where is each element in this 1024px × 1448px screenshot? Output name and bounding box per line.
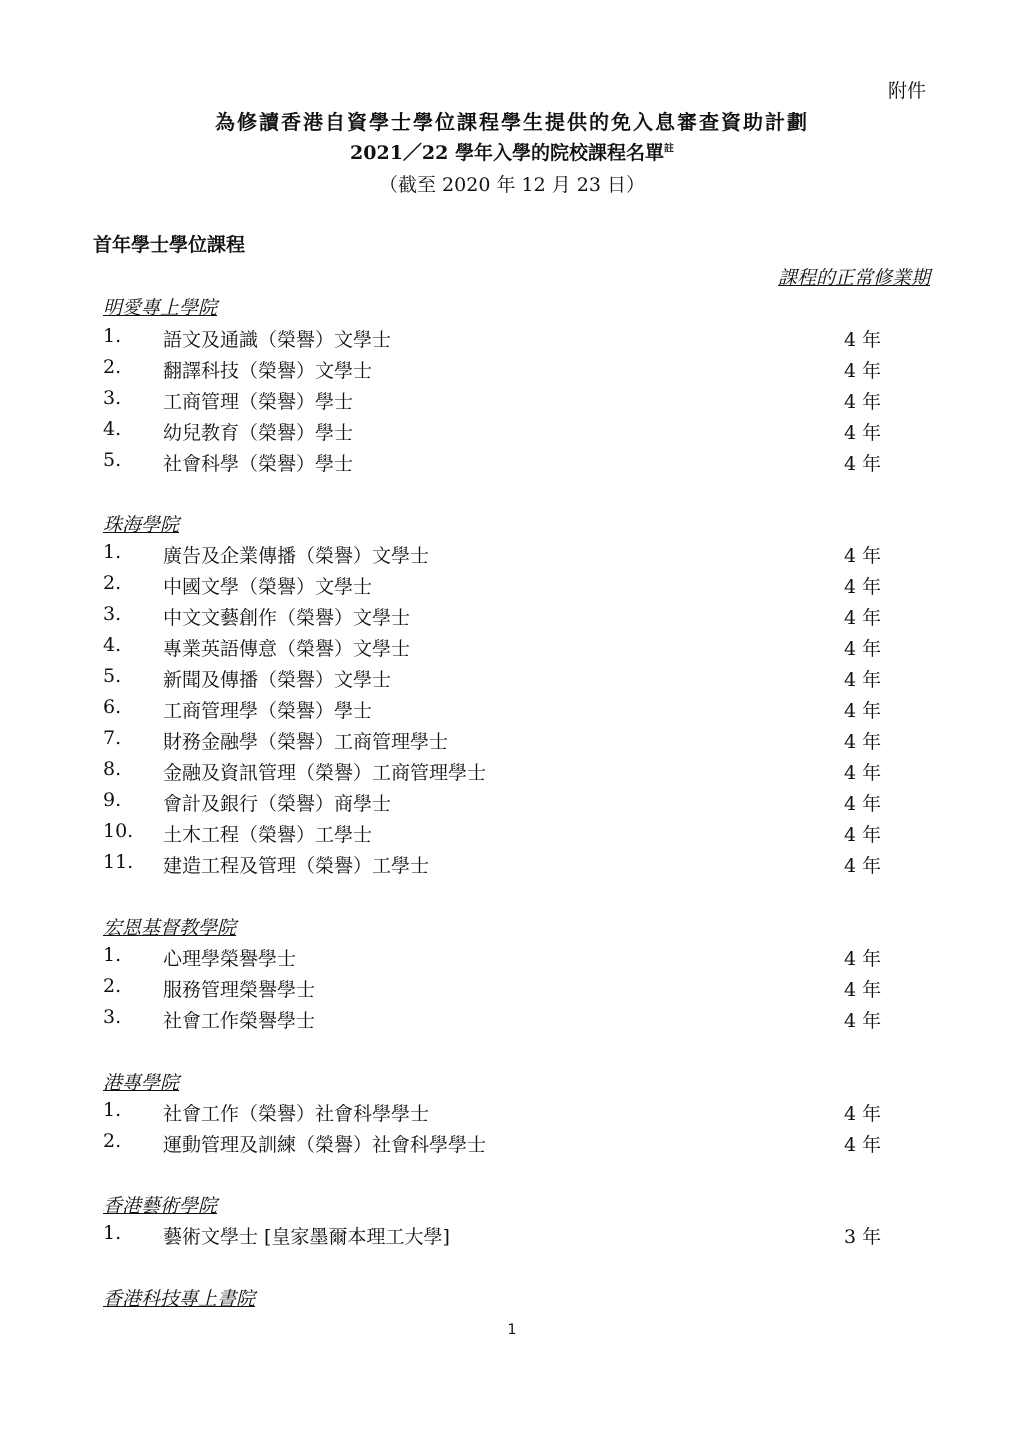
programme-duration: 4 年 [844, 700, 882, 722]
programme-number: 1. [103, 1222, 122, 1244]
programme-row [103, 541, 903, 569]
institution-heading: 港專學院 [103, 1072, 180, 1094]
institution-heading: 香港科技專上書院 [103, 1288, 256, 1310]
programme-number: 2. [103, 572, 122, 594]
programme-row [103, 449, 903, 477]
programme-name: 翻譯科技（榮譽）文學士 [163, 360, 373, 382]
programme-duration: 4 年 [844, 855, 882, 877]
programme-number: 8. [103, 758, 122, 780]
institution-heading: 明愛專上學院 [103, 297, 218, 319]
institution-heading: 香港藝術學院 [103, 1195, 218, 1217]
programme-row [103, 1099, 903, 1127]
programme-name: 運動管理及訓練（榮譽）社會科學學士 [163, 1134, 487, 1156]
institution-heading: 宏恩基督教學院 [103, 917, 237, 939]
programme-number: 1. [103, 944, 122, 966]
programme-name: 服務管理榮譽學士 [163, 979, 316, 1001]
programme-number: 5. [103, 665, 122, 687]
programme-duration: 4 年 [844, 731, 882, 753]
document-title: 為修讀香港自資學士學位課程學生提供的免入息審查資助計劃 [215, 110, 809, 134]
programme-row [103, 572, 903, 600]
programme-duration: 4 年 [844, 1103, 882, 1125]
programme-name: 會計及銀行（榮譽）商學士 [163, 793, 392, 815]
programme-row [103, 356, 903, 384]
annex-label: 附件 [888, 80, 927, 102]
programme-duration: 4 年 [844, 979, 882, 1001]
programme-number: 1. [103, 325, 122, 347]
programme-name: 工商管理學（榮譽）學士 [163, 700, 373, 722]
programme-number: 2. [103, 356, 122, 378]
programme-row [103, 665, 903, 693]
programme-number: 5. [103, 449, 122, 471]
programme-row [103, 944, 903, 972]
programme-name: 社會工作榮譽學士 [163, 1010, 316, 1032]
programme-row [103, 387, 903, 415]
programme-duration: 4 年 [844, 545, 882, 567]
programme-row [103, 603, 903, 631]
programme-name: 社會工作（榮譽）社會科學學士 [163, 1103, 430, 1125]
programme-number: 3. [103, 1006, 122, 1028]
as-of-date: （截至 2020 年 12 月 23 日） [379, 174, 645, 196]
programme-duration: 4 年 [844, 422, 882, 444]
programme-row [103, 727, 903, 755]
programme-name: 廣告及企業傳播（榮譽）文學士 [163, 545, 430, 567]
programme-duration: 4 年 [844, 638, 882, 660]
programme-duration: 4 年 [844, 391, 882, 413]
programme-name: 語文及通識（榮譽）文學士 [163, 329, 392, 351]
programme-name: 中文文藝創作（榮譽）文學士 [163, 607, 411, 629]
programme-number: 11. [103, 851, 134, 873]
programme-duration: 4 年 [844, 948, 882, 970]
programme-duration: 4 年 [844, 793, 882, 815]
programme-duration: 4 年 [844, 607, 882, 629]
programme-name: 建造工程及管理（榮譽）工學士 [163, 855, 430, 877]
document-subtitle [0, 138, 1024, 165]
programme-number: 3. [103, 387, 122, 409]
programme-number: 10. [103, 820, 134, 842]
programme-name: 社會科學（榮譽）學士 [163, 453, 354, 475]
programme-number: 4. [103, 634, 122, 656]
programme-row [103, 851, 903, 879]
programme-name: 藝術文學士 [皇家墨爾本理工大學] [163, 1226, 450, 1248]
programme-duration: 4 年 [844, 453, 882, 475]
subtitle-text: 2021／22 學年入學的院校課程名單 [350, 142, 664, 164]
programme-duration: 3 年 [844, 1226, 882, 1248]
section-title: 首年學士學位課程 [93, 234, 246, 256]
programme-name: 金融及資訊管理（榮譽）工商管理學士 [163, 762, 487, 784]
programme-name: 專業英語傳意（榮譽）文學士 [163, 638, 411, 660]
programme-number: 4. [103, 418, 122, 440]
programme-number: 2. [103, 1130, 122, 1152]
programme-number: 9. [103, 789, 122, 811]
institution-heading: 珠海學院 [103, 514, 180, 536]
programme-duration: 4 年 [844, 1010, 882, 1032]
duration-column-header: 課程的正常修業期 [778, 267, 931, 289]
programme-row [103, 975, 903, 1003]
programme-duration: 4 年 [844, 669, 882, 691]
programme-name: 工商管理（榮譽）學士 [163, 391, 354, 413]
programme-row [103, 325, 903, 353]
programme-duration: 4 年 [844, 360, 882, 382]
programme-duration: 4 年 [844, 329, 882, 351]
programme-duration: 4 年 [844, 762, 882, 784]
programme-duration: 4 年 [844, 824, 882, 846]
programme-row [103, 758, 903, 786]
programme-duration: 4 年 [844, 1134, 882, 1156]
programme-number: 3. [103, 603, 122, 625]
programme-duration: 4 年 [844, 576, 882, 598]
programme-name: 中國文學（榮譽）文學士 [163, 576, 373, 598]
programme-number: 1. [103, 1099, 122, 1121]
programme-number: 6. [103, 696, 122, 718]
programme-number: 1. [103, 541, 122, 563]
programme-row [103, 1130, 903, 1158]
programme-row [103, 696, 903, 724]
programme-number: 7. [103, 727, 122, 749]
programme-number: 2. [103, 975, 122, 997]
footnote-mark: 註 [663, 143, 674, 155]
programme-name: 新聞及傳播（榮譽）文學士 [163, 669, 392, 691]
programme-row [103, 1006, 903, 1034]
programme-name: 幼兒教育（榮譽）學士 [163, 422, 354, 444]
programme-name: 心理學榮譽學士 [163, 948, 297, 970]
programme-row [103, 820, 903, 848]
programme-row [103, 1222, 903, 1250]
programme-name: 財務金融學（榮譽）工商管理學士 [163, 731, 449, 753]
page-number: 1 [507, 1322, 517, 1338]
programme-name: 土木工程（榮譽）工學士 [163, 824, 373, 846]
programme-row [103, 789, 903, 817]
programme-row [103, 418, 903, 446]
programme-row [103, 634, 903, 662]
